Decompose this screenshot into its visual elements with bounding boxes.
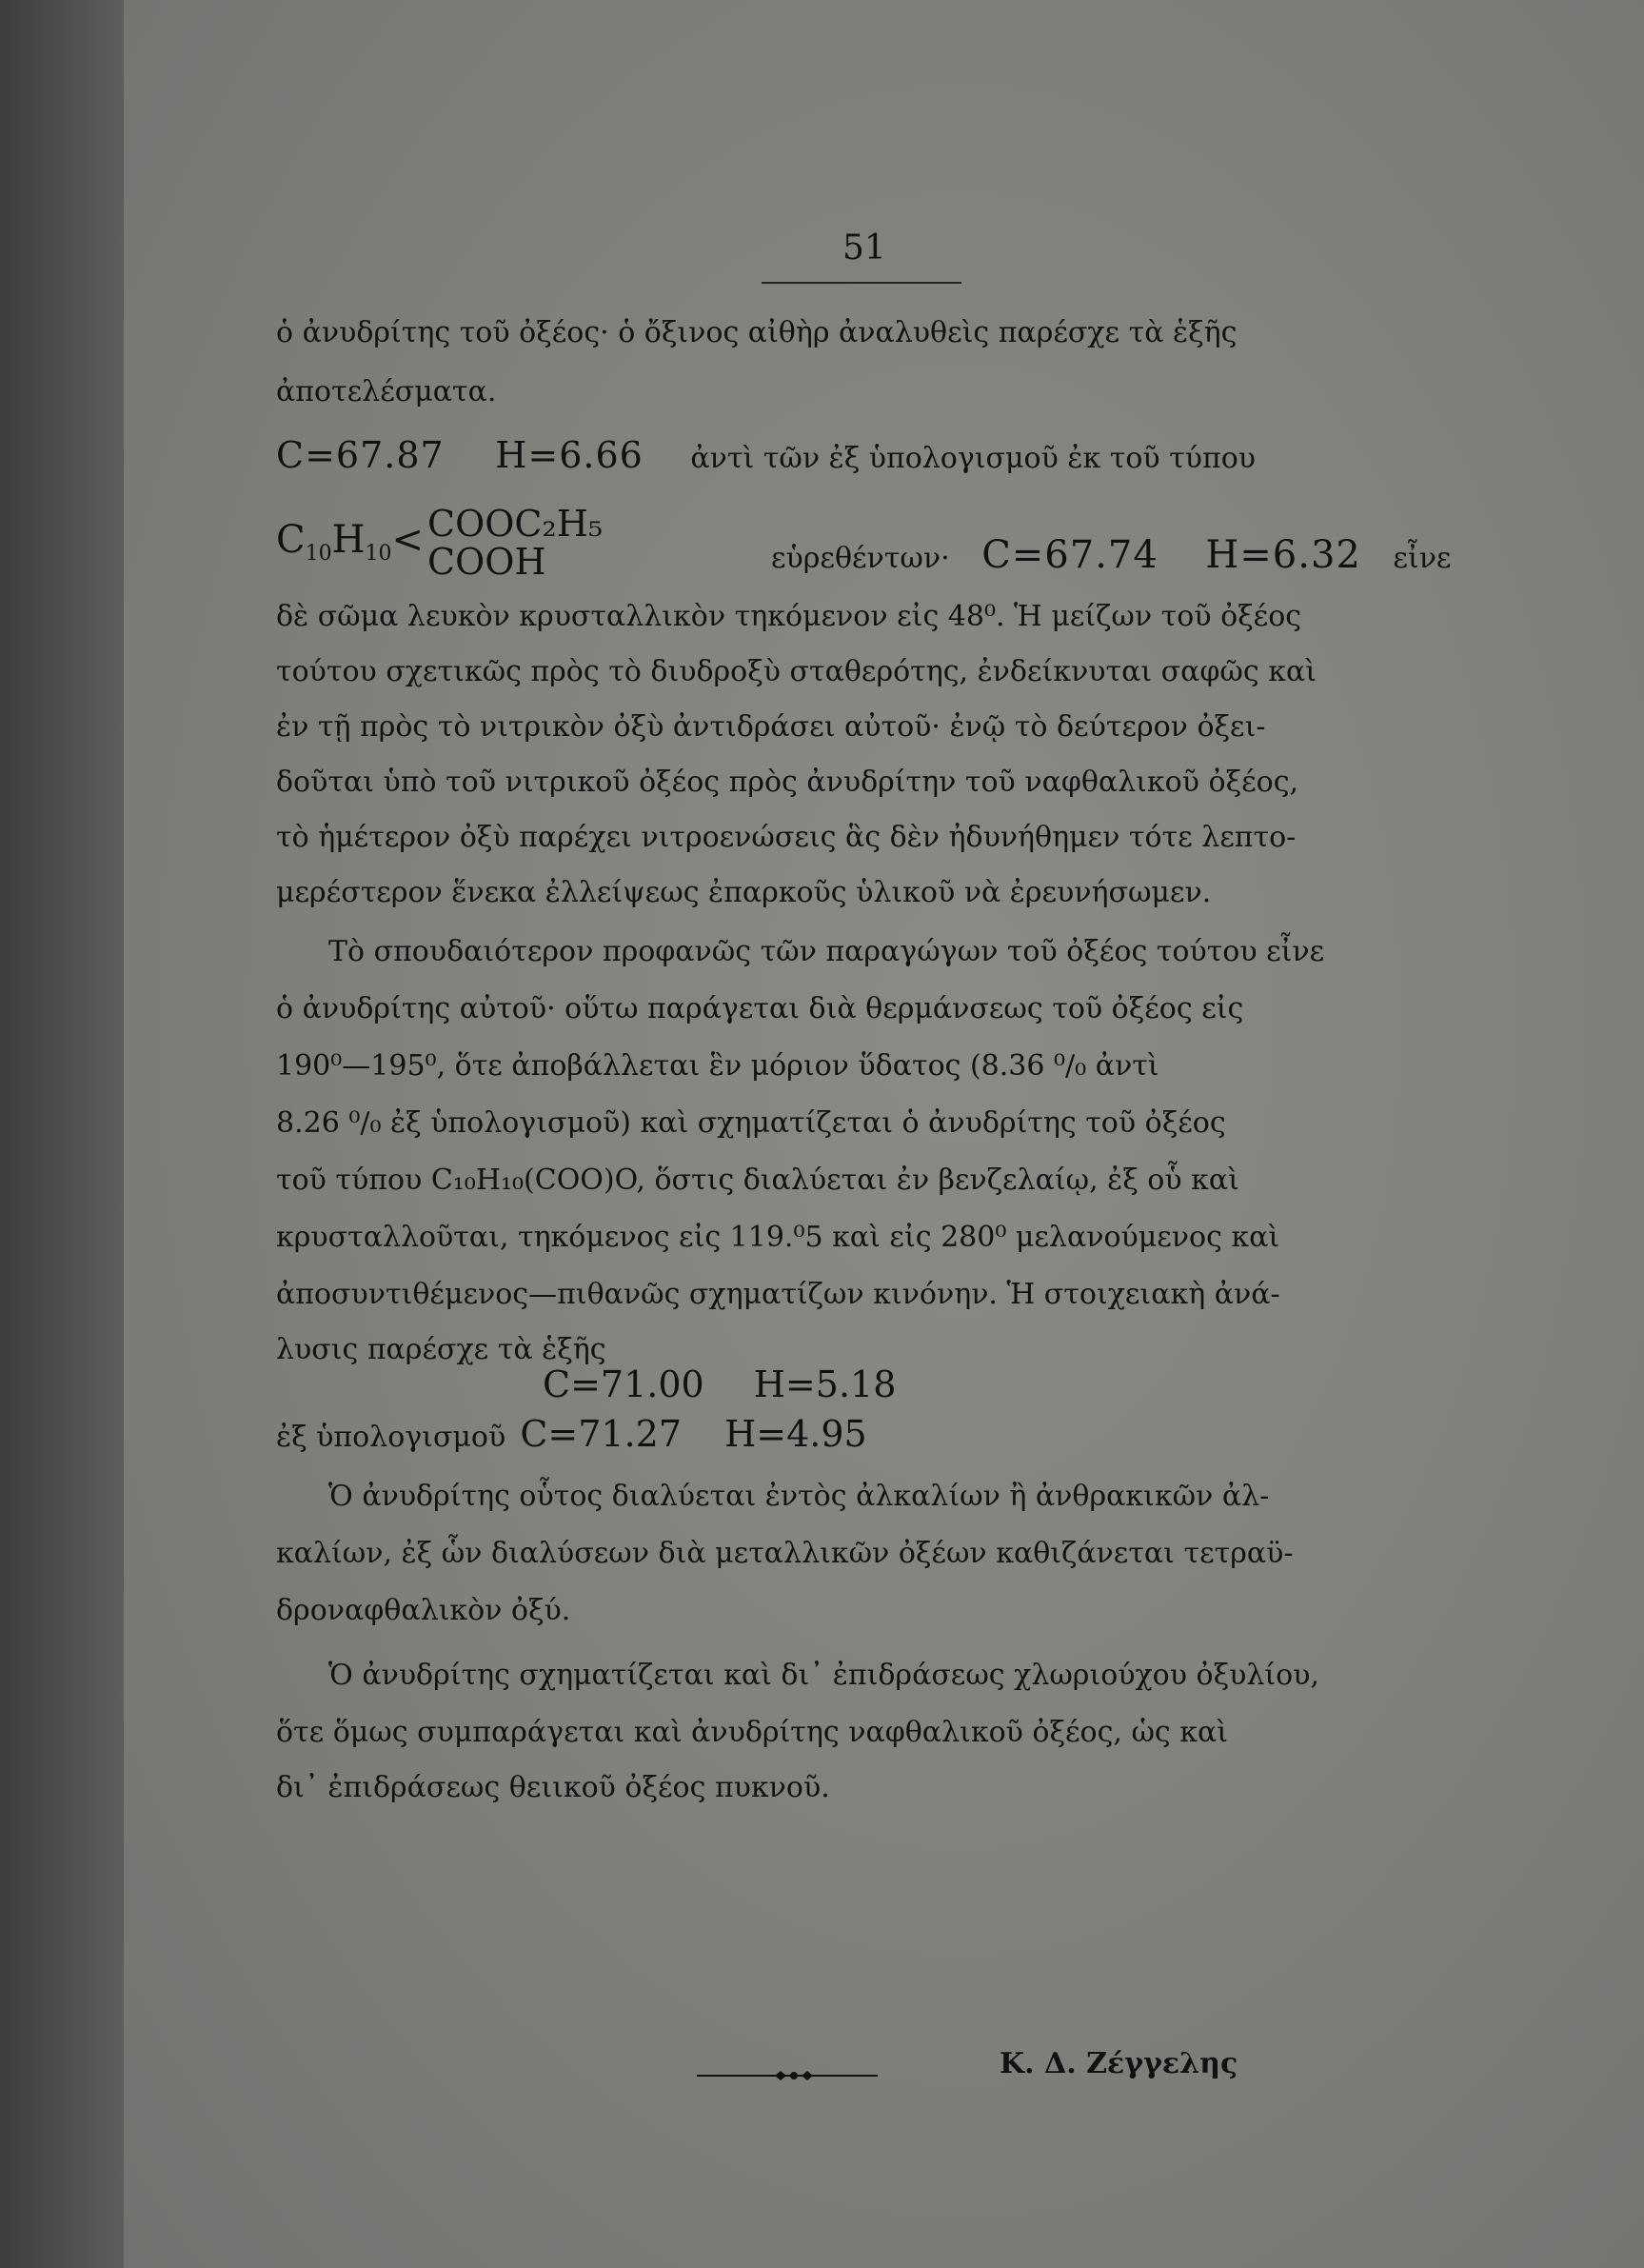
body-line-19: δροναφθαλικὸν ὀξύ. (276, 1594, 571, 1627)
formula-hydrogen-sub: 10 (365, 542, 392, 566)
body-line-20: Ὁ ἀνυδρίτης σχηματίζεται καὶ δι᾽ ἐπιδράσεως χλωριούχου ὀξυλίου, (328, 1659, 1319, 1692)
body-line-7: τὸ ἡμέτερον ὀξὺ παρέχει νιτροενώσεις ἃς δὲν ἠδυνήθημεν τότε λεπτο- (276, 821, 1297, 854)
body-line-14: κρυσταλλοῦται, τηκόμενος εἰς 119.⁰5 καὶ εἰς 280⁰ μελανούμενος καὶ (276, 1221, 1280, 1254)
author-signature: Κ. Δ. Ζέγγελης (1000, 2047, 1238, 2080)
body-line-2: ἀποτελέσματα. (276, 375, 497, 408)
ornament-diamond-left (775, 2071, 786, 2080)
body-line-12: 8.26 ⁰/₀ ἐξ ὑπολογισμοῦ) καὶ σχηματίζεται ὁ ἀνυδρίτης τοῦ ὀξέος (276, 1106, 1226, 1140)
formula-carbon-sub: 10 (305, 542, 332, 566)
calculated-label: εὑρεθέντων· (771, 542, 950, 575)
formula-top-group: COOC₂H₅ (427, 503, 604, 545)
formula-bottom-group: COOH (427, 541, 546, 583)
found-carbon: C=71.00 (543, 1363, 704, 1405)
body-line-5: ἐν τῇ πρὸς τὸ νιτρικὸν ὀξὺ ἀντιδράσει αὐτοῦ· ἐνῷ τὸ δεύτερον ὀξει- (276, 710, 1266, 744)
calculated-tail: εἶνε (1393, 542, 1452, 575)
body-line-15: ἀποσυντιθέμενος—πιθανῶς σχηματίζων κινόνην. Ἡ στοιχειακὴ ἀνά- (276, 1278, 1280, 1311)
calculated-analysis-label: ἐξ ὑπολογισμοῦ (276, 1421, 506, 1454)
body-line-9: Τὸ σπουδαιότερον προφανῶς τῶν παραγώγων τοῦ ὀξέος τούτου εἶνε (328, 935, 1325, 968)
body-line-22: δι᾽ ἐπιδράσεως θειικοῦ ὀξέος πυκνοῦ. (276, 1771, 830, 1804)
page-number-rule (762, 282, 961, 284)
ornament-dot (790, 2072, 798, 2079)
body-line-21: ὅτε ὅμως συμπαράγεται καὶ ἀνυδρίτης ναφθαλικοῦ ὀξέος, ὡς καὶ (276, 1716, 1229, 1749)
formula-carbon: C (276, 518, 306, 562)
calculated-hydrogen: H=6.32 (1205, 533, 1361, 577)
calculated-analysis-hydrogen: H=4.95 (724, 1413, 867, 1455)
calculated-analysis-carbon: C=71.27 (520, 1413, 683, 1455)
analysis-calculated (276, 1413, 867, 1455)
calculated-carbon: C=67.74 (981, 533, 1159, 577)
body-line-13: τοῦ τύπου C₁₀H₁₀(COO)O, ὅστις διαλύεται ἐν βενζελαίῳ, ἐξ οὗ καὶ (276, 1164, 1239, 1197)
body-line-11: 190⁰—195⁰, ὅτε ἀποβάλλεται ἓν μόριον ὕδατος (8.36 ⁰/₀ ἀντὶ (276, 1049, 1159, 1083)
body-line-16: λυσις παρέσχε τὰ ἑξῆς (276, 1333, 606, 1366)
result-hydrogen: H=6.66 (495, 434, 644, 476)
body-line-17: Ὁ ἀνυδρίτης οὗτος διαλύεται ἐντὸς ἀλκαλίων ἢ ἀνθρακικῶν ἀλ- (328, 1480, 1270, 1513)
formula-hydrogen: H (331, 518, 366, 562)
ornament-rule (697, 2066, 878, 2085)
calculated-values (771, 533, 1451, 577)
formula-branch: < (391, 518, 425, 562)
body-line-10: ὁ ἀνυδρίτης αὐτοῦ· οὕτω παράγεται διὰ θερμάνσεως τοῦ ὀξέος εἰς (276, 992, 1244, 1025)
analysis-found (543, 1363, 896, 1405)
ornament-diamond-right (802, 2071, 813, 2080)
result-carbon: C=67.87 (276, 434, 445, 476)
body-line-1: ὁ ἀνυδρίτης τοῦ ὀξέος· ὁ ὄξινος αἰθὴρ ἀναλυθεὶς παρέσχε τὰ ἑξῆς (276, 316, 1238, 349)
page-number: 51 (842, 229, 886, 268)
found-hydrogen: H=5.18 (753, 1363, 897, 1405)
body-line-8: μερέστερον ἕνεκα ἐλλείψεως ἐπαρκοῦς ὑλικοῦ νὰ ἐρευνήσωμεν. (276, 876, 1212, 909)
body-line-4: τούτου σχετικῶς πρὸς τὸ διυδροξὺ σταθερότης, ἐνδείκνυται σαφῶς καὶ (276, 655, 1317, 688)
body-line-18: καλίων, ἐξ ὧν διαλύσεων διὰ μεταλλικῶν ὀξέων καθιζάνεται τετραϋ- (276, 1537, 1294, 1570)
result-comment: ἀντὶ τῶν ἐξ ὑπολογισμοῦ ἐκ τοῦ τύπου (690, 442, 1257, 475)
body-line-3: δὲ σῶμα λευκὸν κρυσταλλικὸν τηκόμενον εἰς 48⁰. Ἡ μείζων τοῦ ὀξέος (276, 600, 1302, 633)
chemical-formula (276, 505, 603, 581)
formula-stack (427, 505, 603, 581)
result-line-1 (276, 436, 1418, 478)
body-line-6: δοῦται ὑπὸ τοῦ νιτρικοῦ ὀξέος πρὸς ἀνυδρίτην τοῦ ναφθαλικοῦ ὀξέος, (276, 766, 1299, 799)
